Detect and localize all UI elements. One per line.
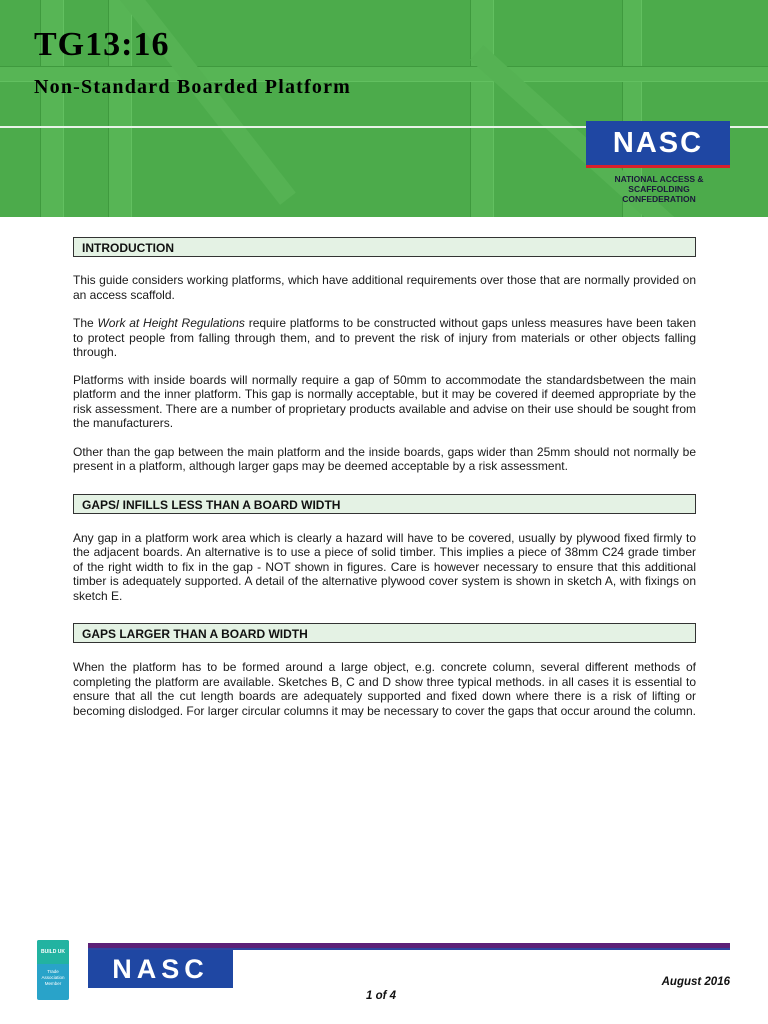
page-number: 1 of 4 (366, 990, 397, 1002)
build-uk-badge (37, 940, 69, 1000)
badge-label: BUILD UK (41, 949, 65, 955)
paragraph: Platforms with inside boards will normally require a gap of 50mm to accommodate the standardsbetween the main platform and the inner platform. This gap is normally acceptable, but it may be covered if deemed appropriate by the risk assessment. There are a number of proprietary products available and advise on their use should be sought from the manufacturers. (73, 372, 696, 430)
nasc-logo-subtitle-line1: NATIONAL ACCESS & SCAFFOLDING (614, 174, 704, 194)
paragraph: Any gap in a platform work area which is clearly a hazard will have to be covered, usually by plywood fixed firmly to the adjacent boards. An alternative is to use a piece of solid timber. This implies a piece of 38mm C24 grade timber of the right width to fix in the gap - NOT shown in figures. Care is however necessary to ensure that this additional timber is adequately supported. A detail of the alternative plywood cover system is shown in sketch A, with fixings on sketch E. (73, 530, 696, 603)
paragraph: Other than the gap between the main platform and the inside boards, gaps wider than 25mm should not normally be present in a platform, although larger gaps may be deemed acceptable by a risk assessment. (73, 444, 696, 473)
nasc-logo-box: NASC (586, 121, 730, 168)
footer-date: August 2016 (661, 976, 730, 988)
badge-text: Trade Association Member (41, 969, 65, 986)
nasc-logo-subtitle-line2: CONFEDERATION (622, 194, 696, 204)
paragraph (73, 316, 696, 360)
document-code: TG13:16 (34, 26, 170, 63)
footer-nasc-logo: NASC (88, 950, 233, 988)
nasc-logo-subtitle (586, 174, 732, 204)
section-heading-gaps-less-than-board: GAPS/ INFILLS LESS THAN A BOARD WIDTH (73, 494, 696, 514)
nasc-logo (586, 121, 732, 204)
scaffold-tube-decoration (470, 0, 494, 217)
regulation-name: Work at Height Regulations (97, 316, 245, 330)
header-band (0, 0, 768, 217)
document-body (73, 237, 696, 718)
paragraph-prefix: The (73, 316, 98, 330)
document-title: Non-Standard Boarded Platform (34, 76, 352, 98)
paragraph: This guide considers working platforms, which have additional requirements over those that are normally provided on an access scaffold. (73, 273, 696, 302)
paragraph: When the platform has to be formed around a large object, e.g. concrete column, several different methods of completing the platform are available. Sketches B, C and D show three typical methods. in all cases it is essential to ensure that all the cut length boards are adequately supported and fixed down where there is a risk of lifting or becoming dislodged. For larger circular columns it may be necessary to cover the gaps that occur around the column. (73, 660, 696, 718)
paragraph-rest: require platforms to be constructed without gaps unless measures have been taken to protect people from falling through them, and to prevent the risk of injury from materials or other objects falling through. (73, 316, 696, 359)
section-heading-introduction: INTRODUCTION (73, 237, 696, 257)
section-heading-gaps-larger-than-board: GAPS LARGER THAN A BOARD WIDTH (73, 623, 696, 643)
